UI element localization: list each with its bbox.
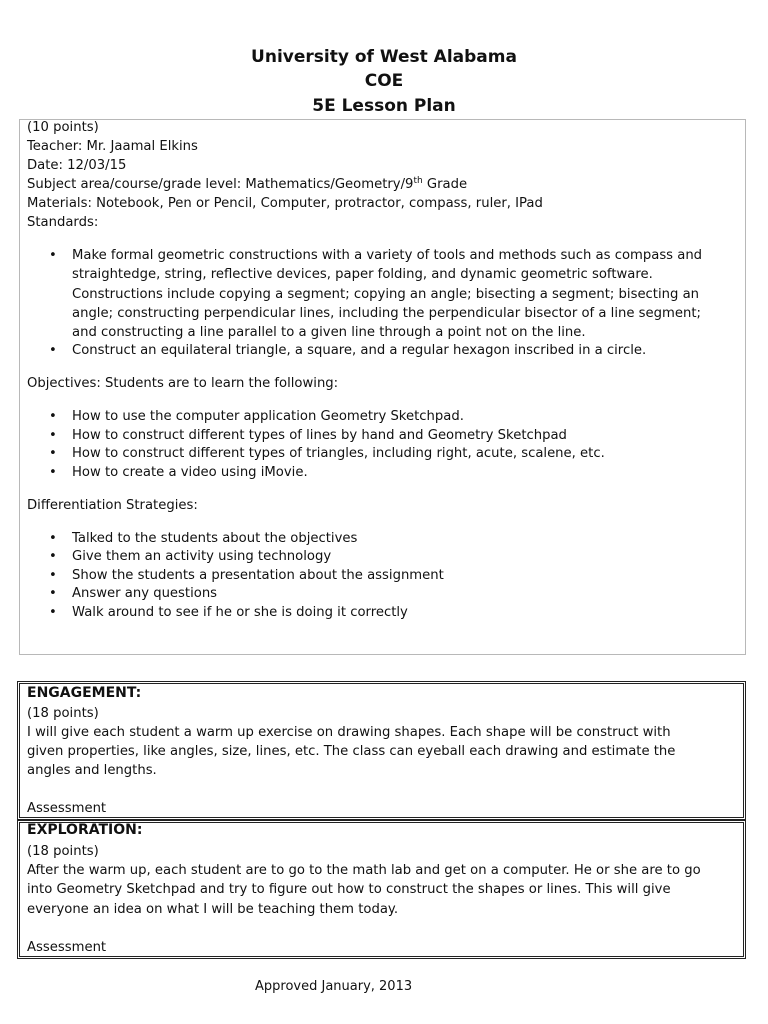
engagement-text-line: angles and lengths. bbox=[27, 763, 157, 778]
date-line: Date: 12/03/15 bbox=[27, 158, 127, 173]
points-label: (10 points) bbox=[27, 120, 99, 135]
standard-line: straightedge, string, reflective devices, paper folding, and dynamic geometric software. bbox=[72, 267, 653, 282]
bullet-icon: • bbox=[49, 248, 57, 263]
college-title: COE bbox=[364, 71, 404, 91]
exploration-text-line: After the warm up, each student are to go to the math lab and get on a computer. He or she are to go bbox=[27, 863, 701, 878]
bullet-icon: • bbox=[49, 446, 57, 461]
materials-line: Materials: Notebook, Pen or Pencil, Computer, protractor, compass, ruler, IPad bbox=[27, 196, 543, 211]
bullet-icon: • bbox=[49, 549, 57, 564]
engagement-text-line: I will give each student a warm up exercise on drawing shapes. Each shape will be construct with bbox=[27, 725, 671, 740]
exploration-assessment: Assessment bbox=[27, 940, 107, 955]
bullet-icon: • bbox=[49, 409, 57, 424]
approval-footer: Approved January, 2013 bbox=[255, 979, 413, 994]
strategy-item: Show the students a presentation about the assignment bbox=[72, 568, 444, 583]
bullet-icon: • bbox=[49, 586, 57, 601]
standard-line: Constructions include copying a segment; copying an angle; bisecting a segment; bisecting an bbox=[72, 287, 700, 302]
engagement-text-line: given properties, like angles, size, lines, etc. The class can eyeball each drawing and estimate the bbox=[27, 744, 676, 759]
engagement-points: (18 points) bbox=[27, 706, 99, 721]
strategy-item: Walk around to see if he or she is doing it correctly bbox=[72, 605, 408, 620]
objectives-label: Objectives: Students are to learn the following: bbox=[27, 376, 339, 391]
differentiation-label: Differentiation Strategies: bbox=[27, 498, 198, 513]
lesson-plan-title: 5E Lesson Plan bbox=[312, 96, 456, 116]
bullet-icon: • bbox=[49, 531, 57, 546]
bullet-icon: • bbox=[49, 568, 57, 583]
subject-line: Subject area/course/grade level: Mathematics/Geometry/9th Grade bbox=[27, 176, 468, 192]
engagement-heading: ENGAGEMENT: bbox=[27, 685, 142, 701]
standard-line: and constructing a line parallel to a given line through a point not on the line. bbox=[72, 325, 586, 340]
standard-line: Construct an equilateral triangle, a square, and a regular hexagon inscribed in a circle. bbox=[72, 343, 647, 358]
standards-label: Standards: bbox=[27, 215, 99, 230]
exploration-text-line: into Geometry Sketchpad and try to figure out how to construct the shapes or lines. This will give bbox=[27, 882, 671, 897]
exploration-heading: EXPLORATION: bbox=[27, 822, 143, 838]
bullet-icon: • bbox=[49, 605, 57, 620]
objective-item: How to create a video using iMovie. bbox=[72, 465, 308, 480]
standard-line: angle; constructing perpendicular lines, including the perpendicular bisector of a line segment; bbox=[72, 306, 701, 321]
strategy-item: Talked to the students about the objectives bbox=[72, 531, 358, 546]
objective-item: How to construct different types of lines by hand and Geometry Sketchpad bbox=[72, 428, 567, 443]
university-title: University of West Alabama bbox=[251, 47, 517, 67]
teacher-line: Teacher: Mr. Jaamal Elkins bbox=[27, 139, 198, 154]
objective-item: How to construct different types of triangles, including right, acute, scalene, etc. bbox=[72, 446, 605, 461]
bullet-icon: • bbox=[49, 428, 57, 443]
engagement-assessment: Assessment bbox=[27, 801, 107, 816]
bullet-icon: • bbox=[49, 465, 57, 480]
exploration-text-line: everyone an idea on what I will be teaching them today. bbox=[27, 902, 399, 917]
objective-item: How to use the computer application Geometry Sketchpad. bbox=[72, 409, 464, 424]
standard-line: Make formal geometric constructions with a variety of tools and methods such as compass and bbox=[72, 248, 703, 263]
exploration-points: (18 points) bbox=[27, 844, 99, 859]
strategy-item: Give them an activity using technology bbox=[72, 549, 332, 564]
strategy-item: Answer any questions bbox=[72, 586, 218, 601]
bullet-icon: • bbox=[49, 343, 57, 358]
